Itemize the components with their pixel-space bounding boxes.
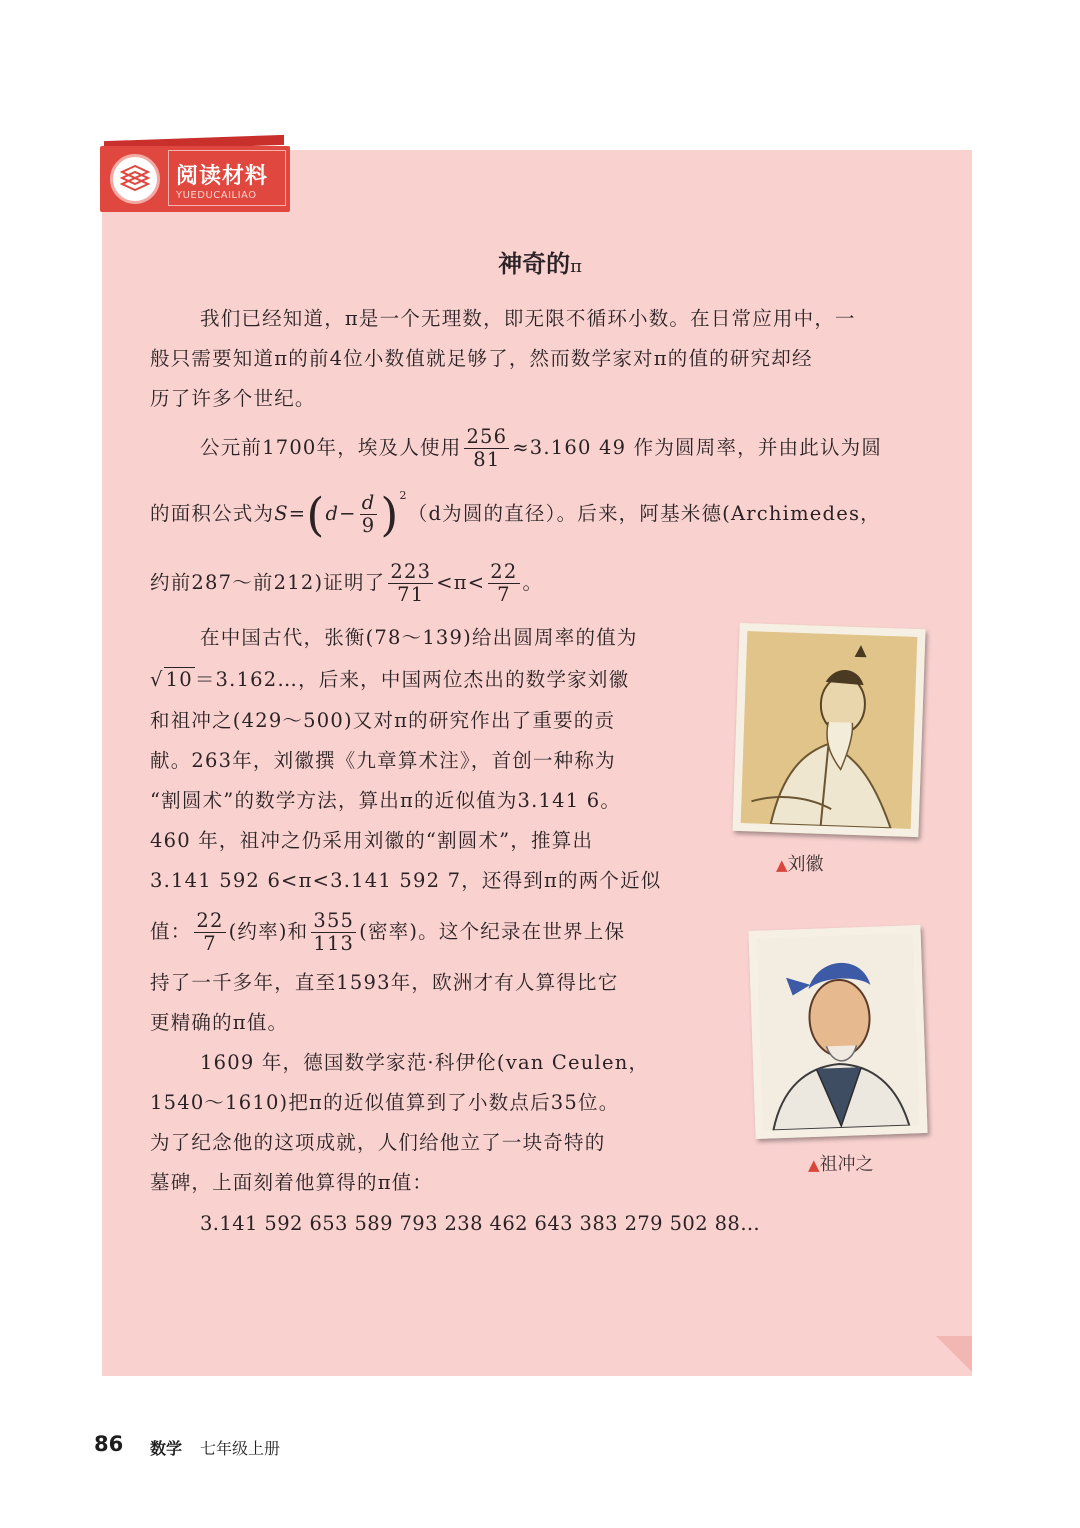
frac-num: 223 [390,560,432,583]
title-text: 神奇的 [498,250,571,278]
p2-line-2 [150,487,881,542]
radicand: 10 [165,668,193,691]
triangle-icon: ▲ [808,1156,820,1174]
p3-line-4: 献。263年，刘徽撰《九章算术注》，首创一种称为 [150,749,616,772]
p4-line-2: 1540～1610)把π的近似值算到了小数点后35位。 [150,1091,620,1114]
zu-chongzhi-drawing [757,933,920,1130]
footer-subject: 数学 [150,1439,183,1458]
fraction-223-71 [388,561,433,606]
books-icon [110,154,160,204]
exponent: 2 [399,489,408,502]
liu-hui-portrait [732,623,925,837]
p3-line-8 [150,910,625,955]
p2-line-1 [200,426,882,471]
p3-text-d: (约率)和 [228,920,309,943]
title-pi: π [570,256,582,277]
p1-line-1: 我们已经知道，π是一个无理数，即无限不循环小数。在日常应用中，一 [200,307,856,330]
p2-text-b: ≈3.160 49 作为圆周率，并由此认为圆 [512,436,883,459]
p2-text-e: 约前287～前212)证明了 [150,571,386,594]
fraction-d-9 [360,492,378,537]
p3-text-b: ＝3.162…，后来，中国两位杰出的数学家刘徽 [194,668,630,691]
p2-text-d: （d为圆的直径）。后来，阿基米德(Archimedes， [407,502,881,525]
frac-num: 256 [466,425,508,448]
frac-den: 9 [361,514,376,537]
p2-text-g: 。 [522,571,544,594]
frac-den: 71 [397,583,425,606]
paren-left: ( [306,487,326,542]
frac-num: d [361,491,376,514]
frac-num: 22 [490,560,518,583]
p2-line-3 [150,561,543,606]
fraction-22-7 [488,561,519,606]
frac-den: 113 [313,932,355,955]
p3-line-6: 460 年，祖冲之仍采用刘徽的“割圆术”，推算出 [150,829,594,852]
badge-subtitle: YUEDUCAILIAO [176,190,257,201]
badge-body [100,146,290,212]
p4-line-4: 墓碑，上面刻着他算得的π值： [150,1171,434,1194]
sqrt-sign: √ [150,668,164,691]
p3-line-7: 3.141 592 6<π<3.141 592 7，还得到π的两个近似 [150,869,662,892]
p1-line-3: 历了许多个世纪。 [150,387,316,410]
badge-title: 阅读材料 [176,164,269,189]
p2-text-c: 的面积公式为 [150,502,275,525]
p3-line-2 [150,668,629,692]
p3-text-e: (密率)。这个纪录在世界上保 [359,920,626,943]
frac-den: 7 [203,932,217,955]
triangle-icon: ▲ [776,856,788,874]
frac-den: 7 [497,583,511,606]
article-title [0,244,1080,279]
formula-s: S= [274,502,307,525]
reading-material-badge [100,138,292,216]
page-number: 86 [94,1432,124,1456]
page-fold-corner [936,1336,972,1372]
p2-text-a: 公元前1700年，埃及人使用 [200,436,462,459]
p4-line-1: 1609 年，德国数学家范·科伊伦(van Ceulen， [200,1051,650,1074]
sqrt-10 [150,668,195,692]
p3-line-3: 和祖冲之(429～500)又对π的研究作出了重要的贡 [150,709,616,732]
p3-line-1: 在中国古代，张衡(78～139)给出圆周率的值为 [200,626,638,649]
footer-book: 七年级上册 [200,1439,281,1458]
p1-line-2: 般只需要知道π的前4位小数值就足够了，然而数学家对π的值的研究却经 [150,347,813,370]
pi-digits: 3.141 592 653 589 793 238 462 643 383 279 502 88… [200,1212,761,1235]
fraction-256-81 [464,426,509,471]
p3-line-5: “割圆术”的数学方法，算出π的近似值为3.141 6。 [150,789,622,812]
frac-num: 22 [196,909,224,932]
caption-liu-hui-text: 刘徽 [787,854,824,875]
caption-liu-hui [776,850,824,876]
p3-line-9: 持了一千多年，直至1593年，欧洲才有人算得比它 [150,971,619,994]
liu-hui-drawing [741,631,918,829]
p4-line-3: 为了纪念他的这项成就，人们给他立了一块奇特的 [150,1131,606,1154]
caption-zu-chongzhi-text: 祖冲之 [819,1154,874,1175]
caption-zu-chongzhi [808,1150,874,1176]
p2-text-f: <π< [436,571,486,594]
fraction-22-7-b [194,910,225,955]
formula-d: d− [325,502,357,525]
frac-num: 355 [313,909,355,932]
frac-den: 81 [473,448,501,471]
zu-chongzhi-portrait [748,925,927,1139]
p3-line-10: 更精确的π值。 [150,1011,289,1034]
p3-text-c: 值： [150,920,192,943]
paren-right: ) [380,487,400,542]
fraction-355-113 [311,910,356,955]
